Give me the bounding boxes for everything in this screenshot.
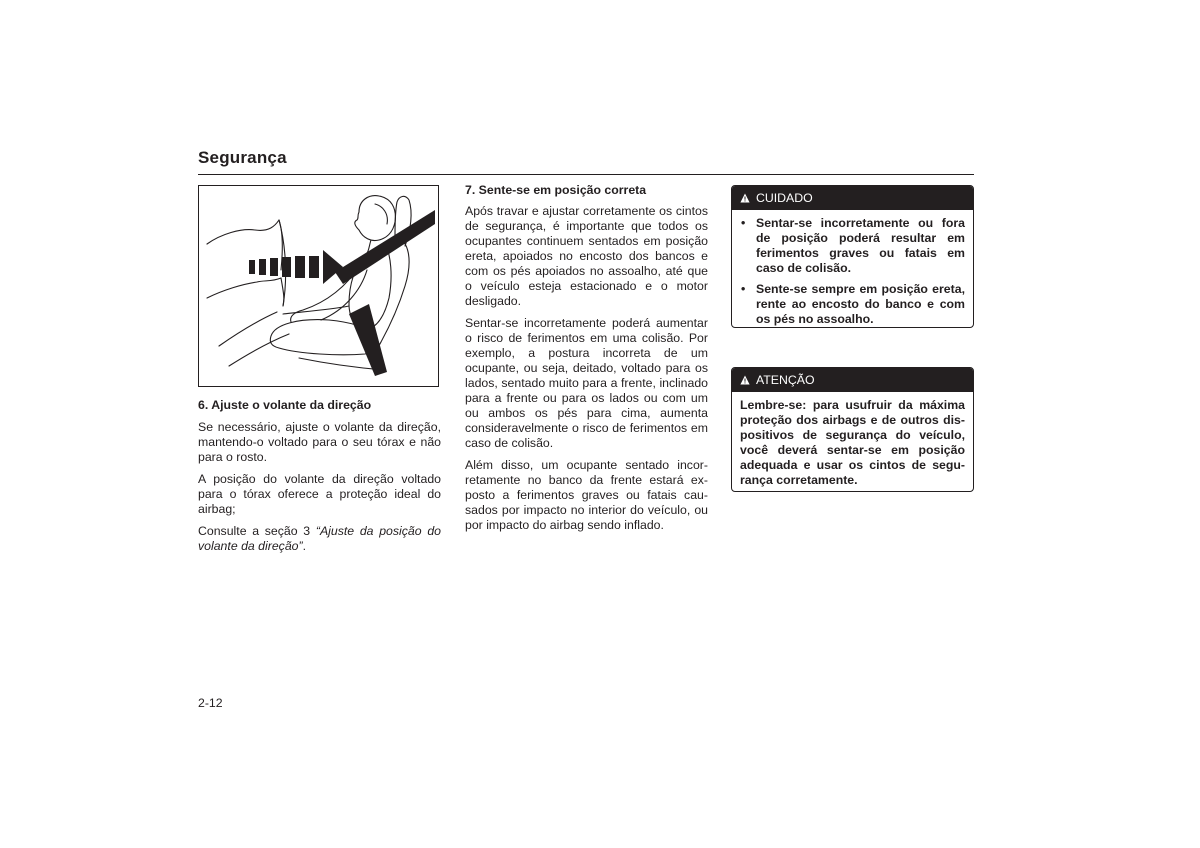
seated-driver-illustration (198, 185, 439, 387)
header-rule (198, 174, 974, 175)
paragraph: Além disso, um ocupante sentado incorretamente no banco da frente estará exposto a ferimentos graves ou fatais causados por impacto no interior do veículo, ou por impacto do airbag sendo inflado. (465, 458, 708, 532)
paragraph: A posição do volante da direção voltado para o tórax oferece a proteção ideal do airbag; (198, 472, 441, 516)
caution-label: CUIDADO (756, 191, 813, 205)
attention-box (731, 367, 974, 492)
reference-prefix: Consulte a seção 3 (198, 524, 316, 538)
caution-box (731, 185, 974, 328)
page-number: 2-12 (198, 696, 223, 710)
attention-header (732, 368, 973, 392)
attention-label: ATENÇÃO (756, 373, 815, 387)
paragraph: Sentar-se incorretamente poderá aumentar o risco de ferimentos em uma colisão. Por exemplo, a postura incorreta de um ocupante, ou seja, deitado, voltado para os lados, sentado muito para a frente, inclinado para a frente ou para os lados ou com um ou ambos os pés para cima, aumenta consideravelmente o risco de ferimentos em caso de colisão. (465, 316, 708, 450)
list-item: • Sentar-se incorretamente ou fora de posição poderá resultar em ferimentos graves ou fatais em caso de colisão. (740, 216, 965, 276)
reference-suffix: . (302, 539, 307, 553)
paragraph-reference (198, 524, 441, 554)
warning-triangle-icon (740, 375, 750, 385)
section-title: Segurança (198, 148, 287, 167)
column-left (198, 398, 441, 561)
list-item: • Sente-se sempre em posição ereta, rente ao encosto do banco e com os pés no assoalho. (740, 282, 965, 327)
section-heading-steering: 6. Ajuste o volante da direção (198, 398, 372, 412)
warning-triangle-icon (740, 193, 750, 203)
paragraph: Após travar e ajustar corretamente os cintos de segurança, é importante que todos os ocupantes continuem sentados em posição ereta, apoiados no encosto dos bancos e com os pés apoiados no assoalho, até que o veículo esteja estacionado e o motor desligado. (465, 204, 708, 308)
attention-text: Lembre-se: para usufruir da máxima proteção dos airbags e de outros dispositivos de segurança do veículo, você deverá sentar-se em posição adequada e usar os cintos de segurança corretamente. (740, 398, 965, 487)
column-middle (465, 183, 708, 540)
reference-link: “Ajuste da posição do volante da direção” (198, 524, 441, 553)
section-heading-posture: 7. Sente-se em posição correta (465, 183, 647, 197)
caution-header (732, 186, 973, 210)
caution-list (740, 216, 965, 327)
paragraph: Se necessário, ajuste o volante da direção, mantendo-o voltado para o seu tórax e não para o rosto. (198, 420, 441, 464)
